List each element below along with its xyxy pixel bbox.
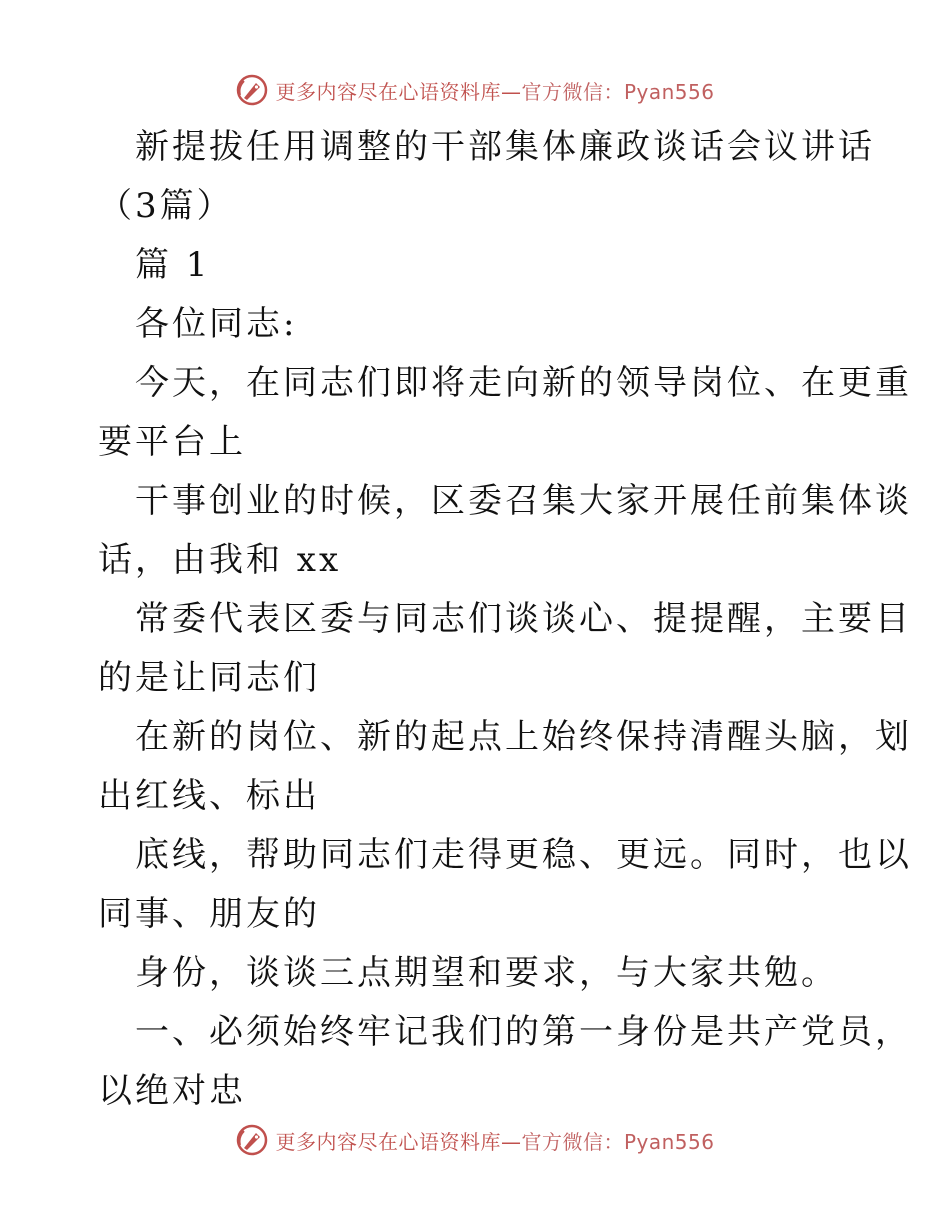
salutation: 各位同志: (135, 304, 298, 344)
paragraph-line: 今天，在同志们即将走向新的领导岗位、在更重 (135, 363, 912, 403)
paragraph-line: 底线，帮助同志们走得更稳、更远。同时，也以 (135, 835, 912, 875)
paragraph-line: 干事创业的时候，区委召集大家开展任前集体谈 (135, 481, 912, 521)
header-watermark (0, 68, 950, 112)
paragraph-line: 要平台上 (98, 422, 246, 462)
document-title: 新提拔任用调整的干部集体廉政谈话会议讲话 (135, 127, 875, 167)
watermark-text: 更多内容尽在心语资料库—官方微信：Pyan556 (275, 79, 715, 104)
paragraph-line: 话，由我和 xx (98, 540, 342, 580)
document-body (98, 118, 912, 1121)
section-heading: 篇 1 (135, 245, 211, 285)
paragraph-line: 出红线、标出 (98, 776, 320, 816)
paragraph-line: 常委代表区委与同志们谈谈心、提提醒，主要目 (135, 599, 912, 639)
document-title-continued: （3篇） (98, 186, 234, 226)
paragraph-line: 身份，谈谈三点期望和要求，与大家共勉。 (135, 953, 838, 993)
paragraph-line: 在新的岗位、新的起点上始终保持清醒头脑，划 (135, 717, 912, 757)
paragraph-line: 的是让同志们 (98, 658, 320, 698)
pen-nib-logo-icon (235, 1123, 269, 1157)
footer-watermark (0, 1118, 950, 1162)
paragraph-line: 一、必须始终牢记我们的第一身份是共产党员， (135, 1012, 912, 1052)
paragraph-line: 同事、朋友的 (98, 894, 320, 934)
paragraph-line: 以绝对忠 (98, 1071, 246, 1111)
watermark-text: 更多内容尽在心语资料库—官方微信：Pyan556 (275, 1129, 715, 1154)
pen-nib-logo-icon (235, 73, 269, 107)
